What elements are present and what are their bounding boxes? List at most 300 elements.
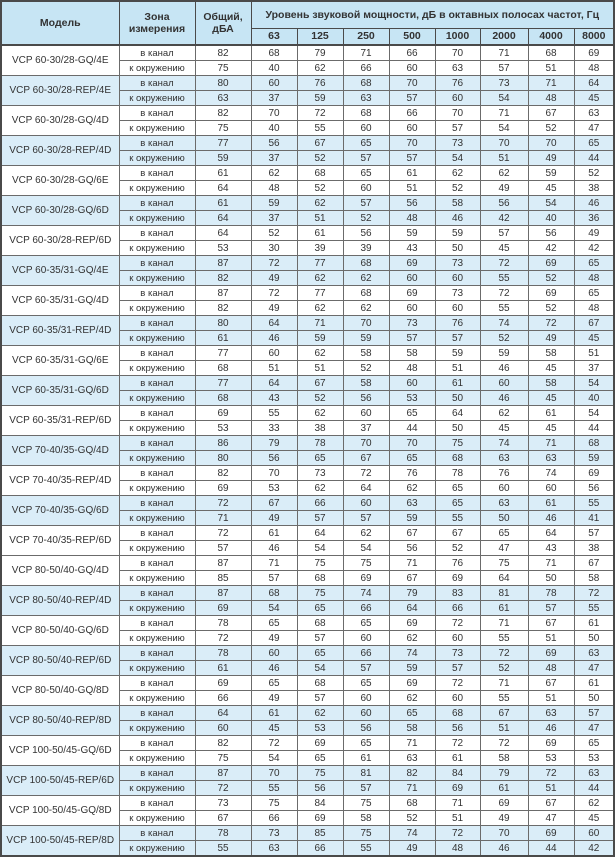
octave-value-cell-500: 53 xyxy=(389,391,435,406)
total-dba-cell: 82 xyxy=(195,106,251,121)
octave-value-cell-250: 62 xyxy=(343,271,389,286)
total-dba-cell: 87 xyxy=(195,586,251,601)
zone-cell: к окружению xyxy=(119,601,195,616)
octave-value-cell-63: 46 xyxy=(251,331,297,346)
octave-value-cell-2000: 63 xyxy=(480,496,528,511)
total-dba-cell: 82 xyxy=(195,301,251,316)
octave-value-cell-8000: 67 xyxy=(574,316,614,331)
zone-cell: в канал xyxy=(119,556,195,571)
octave-value-cell-1000: 60 xyxy=(435,631,480,646)
octave-value-cell-500: 71 xyxy=(389,736,435,751)
octave-value-cell-1000: 72 xyxy=(435,736,480,751)
model-cell: VCP 60-35/31-GQ/6D xyxy=(1,376,119,406)
octave-value-cell-2000: 75 xyxy=(480,556,528,571)
octave-value-cell-1000: 68 xyxy=(435,451,480,466)
octave-value-cell-8000: 59 xyxy=(574,451,614,466)
octave-value-cell-63: 64 xyxy=(251,376,297,391)
octave-value-cell-500: 61 xyxy=(389,166,435,181)
octave-value-cell-63: 48 xyxy=(251,181,297,196)
octave-value-cell-250: 71 xyxy=(343,45,389,61)
total-dba-cell: 75 xyxy=(195,751,251,766)
octave-value-cell-125: 52 xyxy=(297,181,343,196)
octave-value-cell-125: 73 xyxy=(297,466,343,481)
octave-value-cell-250: 56 xyxy=(343,391,389,406)
octave-value-cell-250: 39 xyxy=(343,241,389,256)
octave-value-cell-63: 70 xyxy=(251,106,297,121)
model-cell: VCP 100-50/45-GQ/6D xyxy=(1,736,119,766)
octave-value-cell-1000: 83 xyxy=(435,586,480,601)
zone-cell: к окружению xyxy=(119,151,195,166)
total-dba-cell: 82 xyxy=(195,45,251,61)
octave-value-cell-8000: 54 xyxy=(574,406,614,421)
zone-cell: в канал xyxy=(119,106,195,121)
octave-value-cell-250: 63 xyxy=(343,91,389,106)
octave-value-cell-1000: 64 xyxy=(435,406,480,421)
octave-value-cell-250: 68 xyxy=(343,286,389,301)
octave-value-cell-2000: 63 xyxy=(480,451,528,466)
octave-value-cell-8000: 45 xyxy=(574,811,614,826)
octave-value-cell-125: 53 xyxy=(297,721,343,736)
octave-value-cell-250: 52 xyxy=(343,211,389,226)
total-dba-cell: 57 xyxy=(195,541,251,556)
octave-value-cell-250: 68 xyxy=(343,256,389,271)
octave-value-cell-4000: 51 xyxy=(528,631,574,646)
octave-value-cell-8000: 38 xyxy=(574,181,614,196)
octave-value-cell-2000: 64 xyxy=(480,571,528,586)
octave-value-cell-500: 49 xyxy=(389,841,435,857)
octave-value-cell-2000: 57 xyxy=(480,61,528,76)
freq-header-500: 500 xyxy=(389,28,435,45)
octave-value-cell-250: 57 xyxy=(343,511,389,526)
octave-value-cell-1000: 57 xyxy=(435,661,480,676)
model-cell: VCP 60-35/31-REP/6D xyxy=(1,406,119,436)
total-dba-cell: 71 xyxy=(195,511,251,526)
octave-value-cell-1000: 75 xyxy=(435,436,480,451)
octave-value-cell-125: 62 xyxy=(297,406,343,421)
table-header xyxy=(1,1,614,45)
octave-value-cell-500: 69 xyxy=(389,676,435,691)
zone-cell: к окружению xyxy=(119,661,195,676)
octave-value-cell-250: 57 xyxy=(343,151,389,166)
octave-value-cell-2000: 49 xyxy=(480,181,528,196)
octave-value-cell-2000: 61 xyxy=(480,781,528,796)
octave-value-cell-250: 60 xyxy=(343,706,389,721)
octave-value-cell-2000: 46 xyxy=(480,361,528,376)
octave-value-cell-500: 65 xyxy=(389,706,435,721)
octave-value-cell-500: 71 xyxy=(389,781,435,796)
octave-value-cell-125: 69 xyxy=(297,736,343,751)
octave-value-cell-500: 48 xyxy=(389,211,435,226)
octave-value-cell-1000: 73 xyxy=(435,646,480,661)
octave-value-cell-4000: 63 xyxy=(528,706,574,721)
octave-value-cell-2000: 70 xyxy=(480,136,528,151)
octave-value-cell-4000: 46 xyxy=(528,721,574,736)
table-row xyxy=(1,136,614,151)
octave-value-cell-1000: 60 xyxy=(435,271,480,286)
octave-value-cell-2000: 57 xyxy=(480,226,528,241)
total-dba-cell: 64 xyxy=(195,226,251,241)
total-dba-cell: 69 xyxy=(195,601,251,616)
octave-value-cell-63: 72 xyxy=(251,736,297,751)
octave-value-cell-8000: 36 xyxy=(574,211,614,226)
octave-value-cell-125: 64 xyxy=(297,526,343,541)
octave-value-cell-250: 68 xyxy=(343,76,389,91)
octave-value-cell-1000: 60 xyxy=(435,301,480,316)
octave-value-cell-8000: 47 xyxy=(574,121,614,136)
octave-value-cell-63: 60 xyxy=(251,346,297,361)
table-row xyxy=(1,45,614,61)
octave-value-cell-63: 46 xyxy=(251,541,297,556)
zone-cell: в канал xyxy=(119,496,195,511)
model-cell: VCP 60-30/28-GQ/6D xyxy=(1,196,119,226)
octave-value-cell-8000: 44 xyxy=(574,151,614,166)
octave-value-cell-63: 72 xyxy=(251,286,297,301)
octave-value-cell-63: 49 xyxy=(251,301,297,316)
octave-value-cell-250: 64 xyxy=(343,481,389,496)
zone-cell: к окружению xyxy=(119,361,195,376)
octave-value-cell-250: 65 xyxy=(343,136,389,151)
octave-value-cell-1000: 84 xyxy=(435,766,480,781)
octave-value-cell-63: 43 xyxy=(251,391,297,406)
table-row xyxy=(1,826,614,841)
octave-value-cell-1000: 62 xyxy=(435,166,480,181)
octave-value-cell-2000: 60 xyxy=(480,376,528,391)
octave-value-cell-63: 72 xyxy=(251,256,297,271)
octave-value-cell-2000: 72 xyxy=(480,646,528,661)
octave-value-cell-8000: 69 xyxy=(574,45,614,61)
octave-value-cell-500: 52 xyxy=(389,811,435,826)
total-dba-cell: 66 xyxy=(195,691,251,706)
total-dba-cell: 77 xyxy=(195,136,251,151)
model-cell: VCP 80-50/40-REP/4D xyxy=(1,586,119,616)
octave-value-cell-125: 62 xyxy=(297,196,343,211)
octave-value-cell-500: 51 xyxy=(389,181,435,196)
zone-cell: в канал xyxy=(119,196,195,211)
octave-value-cell-8000: 63 xyxy=(574,646,614,661)
model-cell: VCP 80-50/40-REP/6D xyxy=(1,646,119,676)
octave-value-cell-4000: 63 xyxy=(528,451,574,466)
octave-value-cell-250: 58 xyxy=(343,811,389,826)
octave-value-cell-250: 75 xyxy=(343,556,389,571)
octave-value-cell-63: 40 xyxy=(251,121,297,136)
octave-value-cell-2000: 71 xyxy=(480,45,528,61)
octave-value-cell-4000: 67 xyxy=(528,616,574,631)
octave-value-cell-63: 67 xyxy=(251,496,297,511)
octave-value-cell-63: 60 xyxy=(251,646,297,661)
octave-value-cell-8000: 42 xyxy=(574,241,614,256)
octave-value-cell-250: 37 xyxy=(343,421,389,436)
octave-value-cell-500: 62 xyxy=(389,691,435,706)
octave-value-cell-8000: 54 xyxy=(574,376,614,391)
octave-value-cell-125: 79 xyxy=(297,45,343,61)
table-row xyxy=(1,286,614,301)
freq-header-63: 63 xyxy=(251,28,297,45)
octave-value-cell-125: 66 xyxy=(297,496,343,511)
octave-value-cell-4000: 70 xyxy=(528,136,574,151)
octave-value-cell-1000: 69 xyxy=(435,571,480,586)
total-dba-cell: 73 xyxy=(195,796,251,811)
octave-value-cell-2000: 61 xyxy=(480,601,528,616)
octave-value-cell-4000: 69 xyxy=(528,256,574,271)
octave-value-cell-2000: 67 xyxy=(480,706,528,721)
octave-value-cell-63: 45 xyxy=(251,721,297,736)
octave-value-cell-63: 37 xyxy=(251,211,297,226)
octave-value-cell-63: 64 xyxy=(251,316,297,331)
total-dba-cell: 75 xyxy=(195,61,251,76)
zone-cell: в канал xyxy=(119,586,195,601)
total-dba-cell: 55 xyxy=(195,841,251,857)
octave-value-cell-4000: 44 xyxy=(528,841,574,857)
total-dba-cell: 77 xyxy=(195,376,251,391)
octave-value-cell-4000: 45 xyxy=(528,181,574,196)
octave-value-cell-63: 66 xyxy=(251,811,297,826)
octave-value-cell-2000: 50 xyxy=(480,511,528,526)
table-row xyxy=(1,196,614,211)
octave-value-cell-500: 59 xyxy=(389,511,435,526)
octave-value-cell-4000: 49 xyxy=(528,151,574,166)
octave-value-cell-8000: 63 xyxy=(574,766,614,781)
octave-value-cell-125: 68 xyxy=(297,676,343,691)
zone-cell: в канал xyxy=(119,436,195,451)
octave-value-cell-1000: 52 xyxy=(435,181,480,196)
total-dba-cell: 72 xyxy=(195,631,251,646)
zone-cell: в канал xyxy=(119,826,195,841)
octave-bands-title: Уровень звуковой мощности, дБ в октавных полосах частот, Гц xyxy=(251,1,614,28)
octave-value-cell-500: 74 xyxy=(389,646,435,661)
octave-value-cell-2000: 81 xyxy=(480,586,528,601)
octave-value-cell-500: 44 xyxy=(389,421,435,436)
octave-value-cell-63: 63 xyxy=(251,841,297,857)
octave-value-cell-4000: 48 xyxy=(528,661,574,676)
octave-value-cell-500: 69 xyxy=(389,286,435,301)
octave-value-cell-500: 65 xyxy=(389,406,435,421)
octave-value-cell-1000: 66 xyxy=(435,601,480,616)
octave-value-cell-125: 77 xyxy=(297,286,343,301)
octave-value-cell-63: 56 xyxy=(251,451,297,466)
octave-value-cell-63: 56 xyxy=(251,136,297,151)
table-row xyxy=(1,496,614,511)
octave-value-cell-1000: 61 xyxy=(435,751,480,766)
zone-cell: в канал xyxy=(119,646,195,661)
model-cell: VCP 60-30/28-GQ/6E xyxy=(1,166,119,196)
octave-value-cell-4000: 64 xyxy=(528,526,574,541)
octave-value-cell-125: 62 xyxy=(297,346,343,361)
octave-value-cell-8000: 65 xyxy=(574,136,614,151)
octave-value-cell-4000: 58 xyxy=(528,346,574,361)
table-row xyxy=(1,796,614,811)
model-cell: VCP 60-35/31-GQ/4D xyxy=(1,286,119,316)
zone-cell: к окружению xyxy=(119,211,195,226)
total-dba-column-header: Общий, дБА xyxy=(195,1,251,45)
octave-value-cell-4000: 56 xyxy=(528,226,574,241)
octave-value-cell-250: 70 xyxy=(343,316,389,331)
table-row xyxy=(1,676,614,691)
octave-value-cell-63: 55 xyxy=(251,406,297,421)
zone-cell: в канал xyxy=(119,736,195,751)
total-dba-cell: 61 xyxy=(195,166,251,181)
octave-value-cell-2000: 54 xyxy=(480,91,528,106)
octave-value-cell-8000: 37 xyxy=(574,361,614,376)
octave-value-cell-125: 39 xyxy=(297,241,343,256)
zone-cell: к окружению xyxy=(119,331,195,346)
octave-value-cell-250: 60 xyxy=(343,406,389,421)
octave-value-cell-500: 69 xyxy=(389,616,435,631)
octave-value-cell-250: 72 xyxy=(343,466,389,481)
octave-value-cell-63: 68 xyxy=(251,45,297,61)
octave-value-cell-125: 69 xyxy=(297,811,343,826)
octave-value-cell-8000: 44 xyxy=(574,781,614,796)
total-dba-cell: 64 xyxy=(195,706,251,721)
octave-value-cell-8000: 65 xyxy=(574,256,614,271)
octave-value-cell-500: 79 xyxy=(389,586,435,601)
octave-value-cell-2000: 72 xyxy=(480,736,528,751)
octave-value-cell-2000: 71 xyxy=(480,106,528,121)
octave-value-cell-1000: 60 xyxy=(435,91,480,106)
octave-value-cell-8000: 57 xyxy=(574,526,614,541)
octave-value-cell-63: 55 xyxy=(251,781,297,796)
octave-value-cell-63: 54 xyxy=(251,751,297,766)
octave-value-cell-2000: 45 xyxy=(480,241,528,256)
total-dba-cell: 80 xyxy=(195,316,251,331)
octave-value-cell-250: 56 xyxy=(343,721,389,736)
total-dba-cell: 59 xyxy=(195,151,251,166)
octave-value-cell-500: 74 xyxy=(389,826,435,841)
model-cell: VCP 100-50/45-REP/8D xyxy=(1,826,119,857)
octave-value-cell-500: 70 xyxy=(389,136,435,151)
octave-value-cell-250: 57 xyxy=(343,196,389,211)
total-dba-cell: 68 xyxy=(195,391,251,406)
octave-value-cell-4000: 74 xyxy=(528,466,574,481)
octave-value-cell-500: 66 xyxy=(389,106,435,121)
octave-value-cell-500: 57 xyxy=(389,151,435,166)
octave-value-cell-1000: 55 xyxy=(435,511,480,526)
model-cell: VCP 60-30/28-GQ/4D xyxy=(1,106,119,136)
octave-value-cell-250: 65 xyxy=(343,616,389,631)
octave-value-cell-4000: 69 xyxy=(528,826,574,841)
zone-cell: в канал xyxy=(119,706,195,721)
octave-value-cell-8000: 46 xyxy=(574,196,614,211)
octave-value-cell-63: 65 xyxy=(251,676,297,691)
octave-value-cell-125: 66 xyxy=(297,841,343,857)
octave-value-cell-1000: 73 xyxy=(435,286,480,301)
octave-value-cell-250: 70 xyxy=(343,436,389,451)
octave-value-cell-500: 56 xyxy=(389,196,435,211)
octave-value-cell-125: 62 xyxy=(297,301,343,316)
octave-value-cell-125: 65 xyxy=(297,451,343,466)
octave-value-cell-125: 77 xyxy=(297,256,343,271)
octave-value-cell-125: 61 xyxy=(297,226,343,241)
total-dba-cell: 87 xyxy=(195,256,251,271)
octave-value-cell-250: 60 xyxy=(343,121,389,136)
octave-value-cell-2000: 54 xyxy=(480,121,528,136)
table-row xyxy=(1,706,614,721)
octave-value-cell-500: 68 xyxy=(389,796,435,811)
octave-value-cell-63: 33 xyxy=(251,421,297,436)
octave-value-cell-250: 61 xyxy=(343,751,389,766)
octave-value-cell-250: 66 xyxy=(343,601,389,616)
octave-value-cell-8000: 48 xyxy=(574,61,614,76)
octave-value-cell-250: 59 xyxy=(343,331,389,346)
octave-value-cell-4000: 67 xyxy=(528,796,574,811)
model-cell: VCP 100-50/45-REP/6D xyxy=(1,766,119,796)
octave-value-cell-4000: 72 xyxy=(528,766,574,781)
octave-value-cell-4000: 52 xyxy=(528,121,574,136)
octave-value-cell-500: 60 xyxy=(389,271,435,286)
octave-value-cell-63: 71 xyxy=(251,556,297,571)
zone-column-header: Зона измерения xyxy=(119,1,195,45)
octave-value-cell-125: 71 xyxy=(297,316,343,331)
total-dba-cell: 64 xyxy=(195,181,251,196)
model-cell: VCP 70-40/35-REP/6D xyxy=(1,526,119,556)
zone-cell: к окружению xyxy=(119,691,195,706)
zone-cell: к окружению xyxy=(119,421,195,436)
table-row xyxy=(1,646,614,661)
octave-value-cell-125: 62 xyxy=(297,481,343,496)
octave-value-cell-250: 62 xyxy=(343,301,389,316)
octave-value-cell-4000: 71 xyxy=(528,436,574,451)
octave-value-cell-1000: 65 xyxy=(435,496,480,511)
octave-value-cell-4000: 47 xyxy=(528,811,574,826)
octave-value-cell-1000: 65 xyxy=(435,481,480,496)
total-dba-cell: 78 xyxy=(195,646,251,661)
total-dba-cell: 64 xyxy=(195,211,251,226)
total-dba-cell: 61 xyxy=(195,196,251,211)
octave-value-cell-63: 37 xyxy=(251,91,297,106)
total-dba-cell: 77 xyxy=(195,346,251,361)
octave-value-cell-8000: 42 xyxy=(574,841,614,857)
zone-cell: к окружению xyxy=(119,451,195,466)
octave-value-cell-500: 70 xyxy=(389,436,435,451)
octave-value-cell-2000: 69 xyxy=(480,796,528,811)
octave-value-cell-63: 65 xyxy=(251,616,297,631)
octave-value-cell-125: 62 xyxy=(297,271,343,286)
zone-cell: к окружению xyxy=(119,391,195,406)
zone-cell: к окружению xyxy=(119,91,195,106)
total-dba-cell: 60 xyxy=(195,721,251,736)
zone-cell: в канал xyxy=(119,45,195,61)
octave-value-cell-4000: 53 xyxy=(528,751,574,766)
octave-value-cell-63: 70 xyxy=(251,466,297,481)
octave-value-cell-500: 76 xyxy=(389,466,435,481)
zone-cell: к окружению xyxy=(119,541,195,556)
octave-value-cell-2000: 47 xyxy=(480,541,528,556)
octave-value-cell-2000: 52 xyxy=(480,661,528,676)
octave-value-cell-1000: 61 xyxy=(435,376,480,391)
octave-value-cell-2000: 72 xyxy=(480,256,528,271)
total-dba-cell: 78 xyxy=(195,826,251,841)
octave-value-cell-4000: 68 xyxy=(528,45,574,61)
octave-value-cell-1000: 72 xyxy=(435,616,480,631)
octave-value-cell-250: 60 xyxy=(343,691,389,706)
octave-value-cell-8000: 69 xyxy=(574,466,614,481)
octave-value-cell-8000: 61 xyxy=(574,616,614,631)
octave-value-cell-500: 58 xyxy=(389,346,435,361)
octave-value-cell-250: 67 xyxy=(343,451,389,466)
zone-cell: в канал xyxy=(119,676,195,691)
octave-value-cell-8000: 65 xyxy=(574,286,614,301)
octave-value-cell-8000: 51 xyxy=(574,346,614,361)
octave-value-cell-63: 52 xyxy=(251,226,297,241)
table-row xyxy=(1,346,614,361)
octave-value-cell-2000: 42 xyxy=(480,211,528,226)
zone-cell: в канал xyxy=(119,526,195,541)
octave-value-cell-4000: 52 xyxy=(528,271,574,286)
octave-value-cell-125: 59 xyxy=(297,91,343,106)
zone-cell: к окружению xyxy=(119,241,195,256)
model-cell: VCP 60-30/28-GQ/4E xyxy=(1,45,119,76)
octave-value-cell-4000: 51 xyxy=(528,61,574,76)
table-row xyxy=(1,226,614,241)
